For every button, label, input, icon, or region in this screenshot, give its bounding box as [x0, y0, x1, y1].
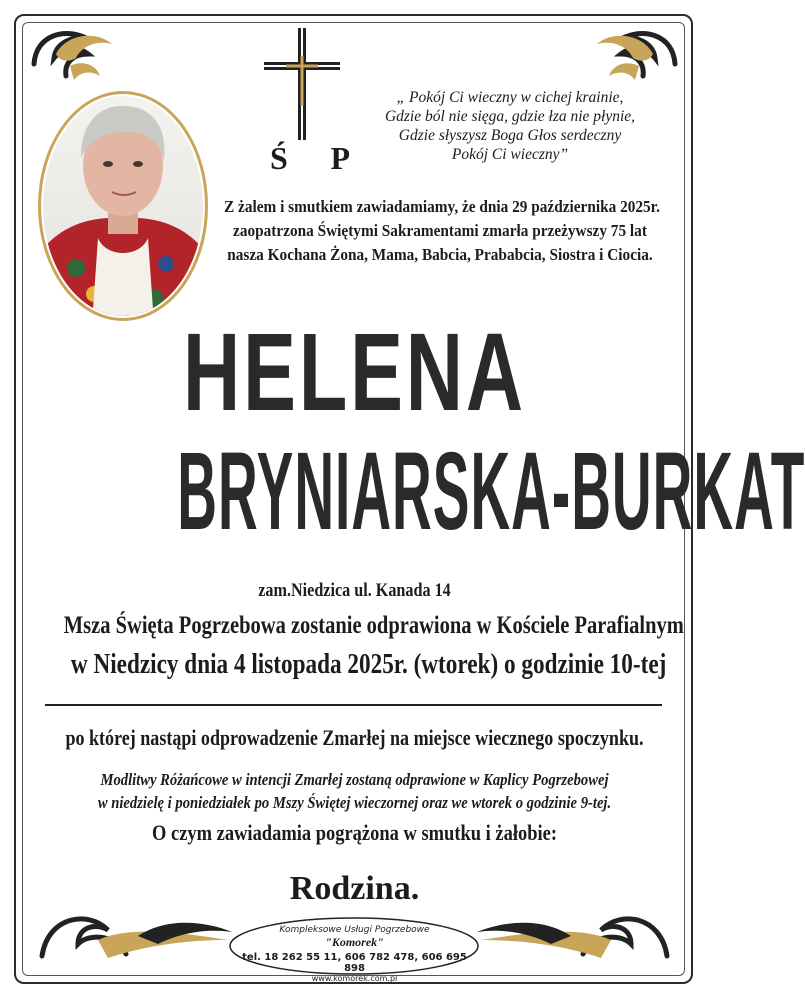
- company-tagline: Kompleksowe Usługi Pogrzebowe: [279, 925, 430, 935]
- rosary-prayers: [50, 768, 660, 814]
- poem-line: Gdzie ból nie sięga, gdzie łza nie płynie,: [384, 108, 636, 125]
- funeral-home-info: [232, 925, 477, 983]
- death-announcement: [224, 195, 660, 267]
- sp-initials: [270, 140, 350, 177]
- prayer-line: w niedzielę i poniedziałek po Mszy Świętej wieczornej oraz we wtorek o godzinie 9-tej.: [97, 793, 612, 812]
- prayer-line: Modlitwy Różańcowe w intencji Zmarłej zostaną odprawione w Kaplicy Pogrzebowej: [100, 770, 609, 789]
- cross-icon: [262, 26, 342, 144]
- poem-line: „ Pokój Ci wieczny w cichej krainie,: [396, 89, 624, 106]
- funeral-mass-line-3: po której nastąpi odprowadzenie Zmarłej na miejsce wiecznego spoczynku.: [65, 725, 644, 750]
- deceased-first-name: HELENA: [183, 311, 526, 434]
- poem-line: Gdzie słyszysz Boga Głos serdeczny: [398, 127, 622, 144]
- deceased-last-name: BRYNIARSKA-BURKAT: [177, 430, 805, 553]
- initial-s: Ś: [270, 140, 288, 176]
- underline-divider: [45, 704, 662, 706]
- funeral-mass-line-1: Msza Święta Pogrzebowa zostanie odprawiona w Kościele Parafialnym: [63, 612, 684, 639]
- initial-p: P: [330, 140, 350, 176]
- corner-ornament-top-right-icon: [591, 24, 683, 94]
- announcement-line: nasza Kochana Żona, Mama, Babcia, Prababcia, Siostra i Ciocia.: [227, 245, 653, 264]
- address: zam.Niedzica ul. Kanada 14: [258, 580, 451, 601]
- company-name: "Komorek": [325, 935, 384, 949]
- corner-ornament-top-left-icon: [26, 24, 118, 94]
- company-phone: tel. 18 262 55 11, 606 782 478, 606 695 898: [242, 952, 467, 974]
- company-website[interactable]: www.komorek.com.pl: [311, 974, 398, 983]
- inform-line: O czym zawiadamia pogrążona w smutku i żałobie:: [151, 820, 558, 845]
- funeral-mass-line-2: w Niedzicy dnia 4 listopada 2025r. (wtorek) o godzinie 10-tej: [70, 648, 667, 680]
- poem-line: Pokój Ci wieczny”: [451, 146, 569, 163]
- announcement-line: Z żalem i smutkiem zawiadamiamy, że dnia 29 października 2025r.: [224, 197, 660, 216]
- family-signature: Rodzina.: [289, 870, 420, 907]
- announcement-line: zaopatrzona Świętymi Sakramentami zmarła przeżywszy 75 lat: [233, 221, 647, 240]
- portrait-photo: [36, 88, 210, 324]
- poem: [350, 88, 670, 164]
